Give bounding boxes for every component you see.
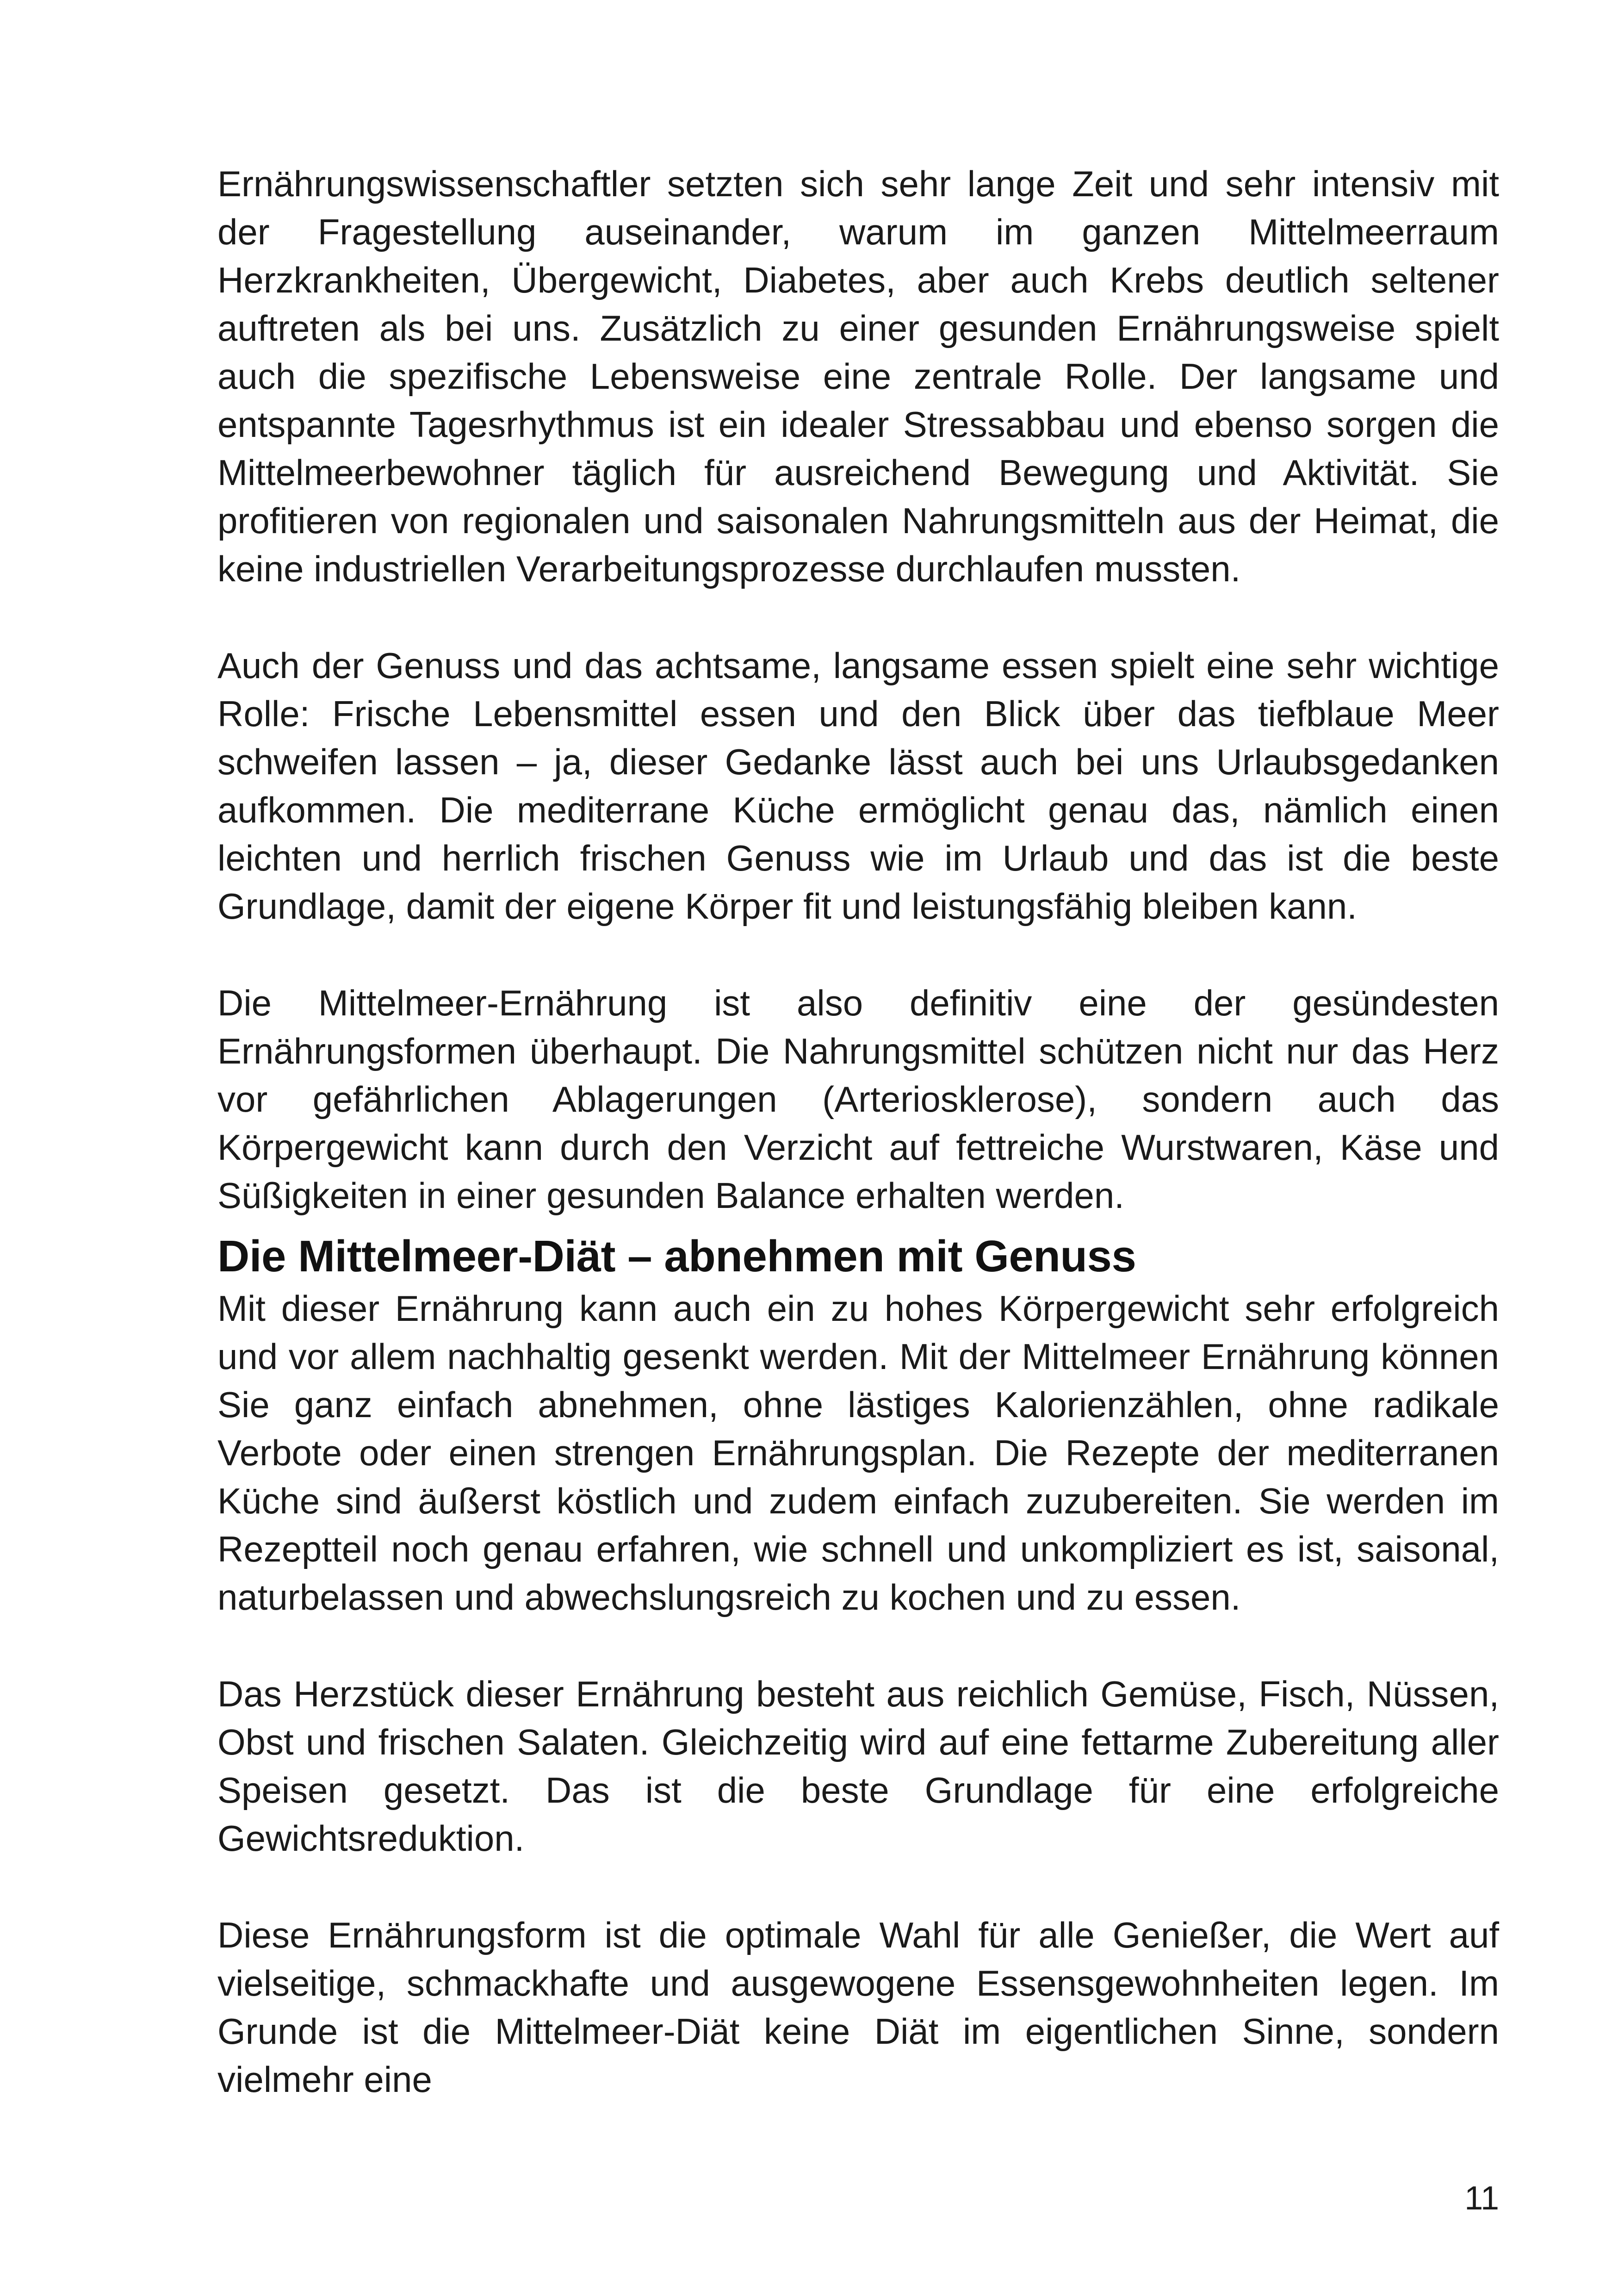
heading-spacer xyxy=(217,1220,1499,1229)
section-paragraph-2: Das Herzstück dieser Ernährung besteht aus reichlich Gemüse, Fisch, Nüssen, Obst und frischen Salaten. Gleichzeitig wird auf eine fettarme Zubereitung aller Speisen gesetzt. Das ist die beste Grundlage für eine erfolgreiche Gewichtsreduktion. xyxy=(217,1674,1499,1859)
paragraph-spacer xyxy=(217,593,1499,641)
section-paragraph-3: Diese Ernährungsform ist die optimale Wahl für alle Genießer, die Wert auf vielseitige, schmackhafte und ausgewogene Essensgewohnheiten legen. Im Grunde ist die Mittelmeer-Diät keine Diät im eigentlichen Sinne, sondern vielmehr eine xyxy=(217,1915,1499,2100)
section-heading: Die Mittelmeer-Diät – abnehmen mit Genuss xyxy=(217,1232,1136,1281)
page-number: 11 xyxy=(1464,2180,1499,2217)
paragraph-spacer xyxy=(217,930,1499,979)
intro-paragraph-1: Ernährungswissenschaftler setzten sich sehr lange Zeit und sehr intensiv mit der Fragestellung auseinander, warum im ganzen Mittelmeerraum Herzkrankheiten, Übergewicht, Diabetes, aber auch Krebs deutlich seltener auftreten als bei uns. Zusätzlich zu einer gesunden Ernährungsweise spielt auch die spezifische Lebensweise eine zentrale Rolle. Der langsame und entspannte Tagesrhythmus ist ein idealer Stressabbau und ebenso sorgen die Mittelmeerbewohner täglich für ausreichend Bewegung und Aktivität. Sie profitieren von regionalen und saisonalen Nahrungsmitteln aus der Heimat, die keine industriellen Verarbeitungsprozesse durchlaufen mussten. xyxy=(217,163,1499,589)
intro-paragraph-2: Auch der Genuss und das achtsame, langsame essen spielt eine sehr wichtige Rolle: Frische Lebensmittel essen und den Blick über das tiefblaue Meer schweifen lassen – ja, dieser Gedanke lässt auch bei uns Urlaubsgedanken aufkommen. Die mediterrane Küche ermöglicht genau das, nämlich einen leichten und herrlich frischen Genuss wie im Urlaub und das ist die beste Grundlage, damit der eigene Körper fit und leistungsfähig bleiben kann. xyxy=(217,645,1499,927)
section-paragraph-1: Mit dieser Ernährung kann auch ein zu hohes Körpergewicht sehr erfolgreich und vor allem nachhaltig gesenkt werden. Mit der Mittelmeer Ernährung können Sie ganz einfach abnehmen, ohne lästiges Kalorienzählen, ohne radikale Verbote oder einen strengen Ernährungsplan. Die Rezepte der mediterranen Küche sind äußerst köstlich und zudem einfach zuzubereiten. Sie werden im Rezeptteil noch genau erfahren, wie schnell und unkompliziert es ist, saisonal, naturbelassen und abwechslungsreich zu kochen und zu essen. xyxy=(217,1288,1499,1618)
paragraph-spacer xyxy=(217,1862,1499,1911)
paragraph-spacer xyxy=(217,1621,1499,1670)
intro-paragraph-3: Die Mittelmeer-Ernährung ist also definitiv eine der gesündesten Ernährungsformen überhaupt. Die Nahrungsmittel schützen nicht nur das Herz vor gefährlichen Ablagerungen (Arteriosklerose), sondern auch das Körpergewicht kann durch den Verzicht auf fettreiche Wurstwaren, Käse und Süßigkeiten in einer gesunden Balance erhalten werden. xyxy=(217,983,1499,1216)
page-content xyxy=(217,160,1499,2103)
